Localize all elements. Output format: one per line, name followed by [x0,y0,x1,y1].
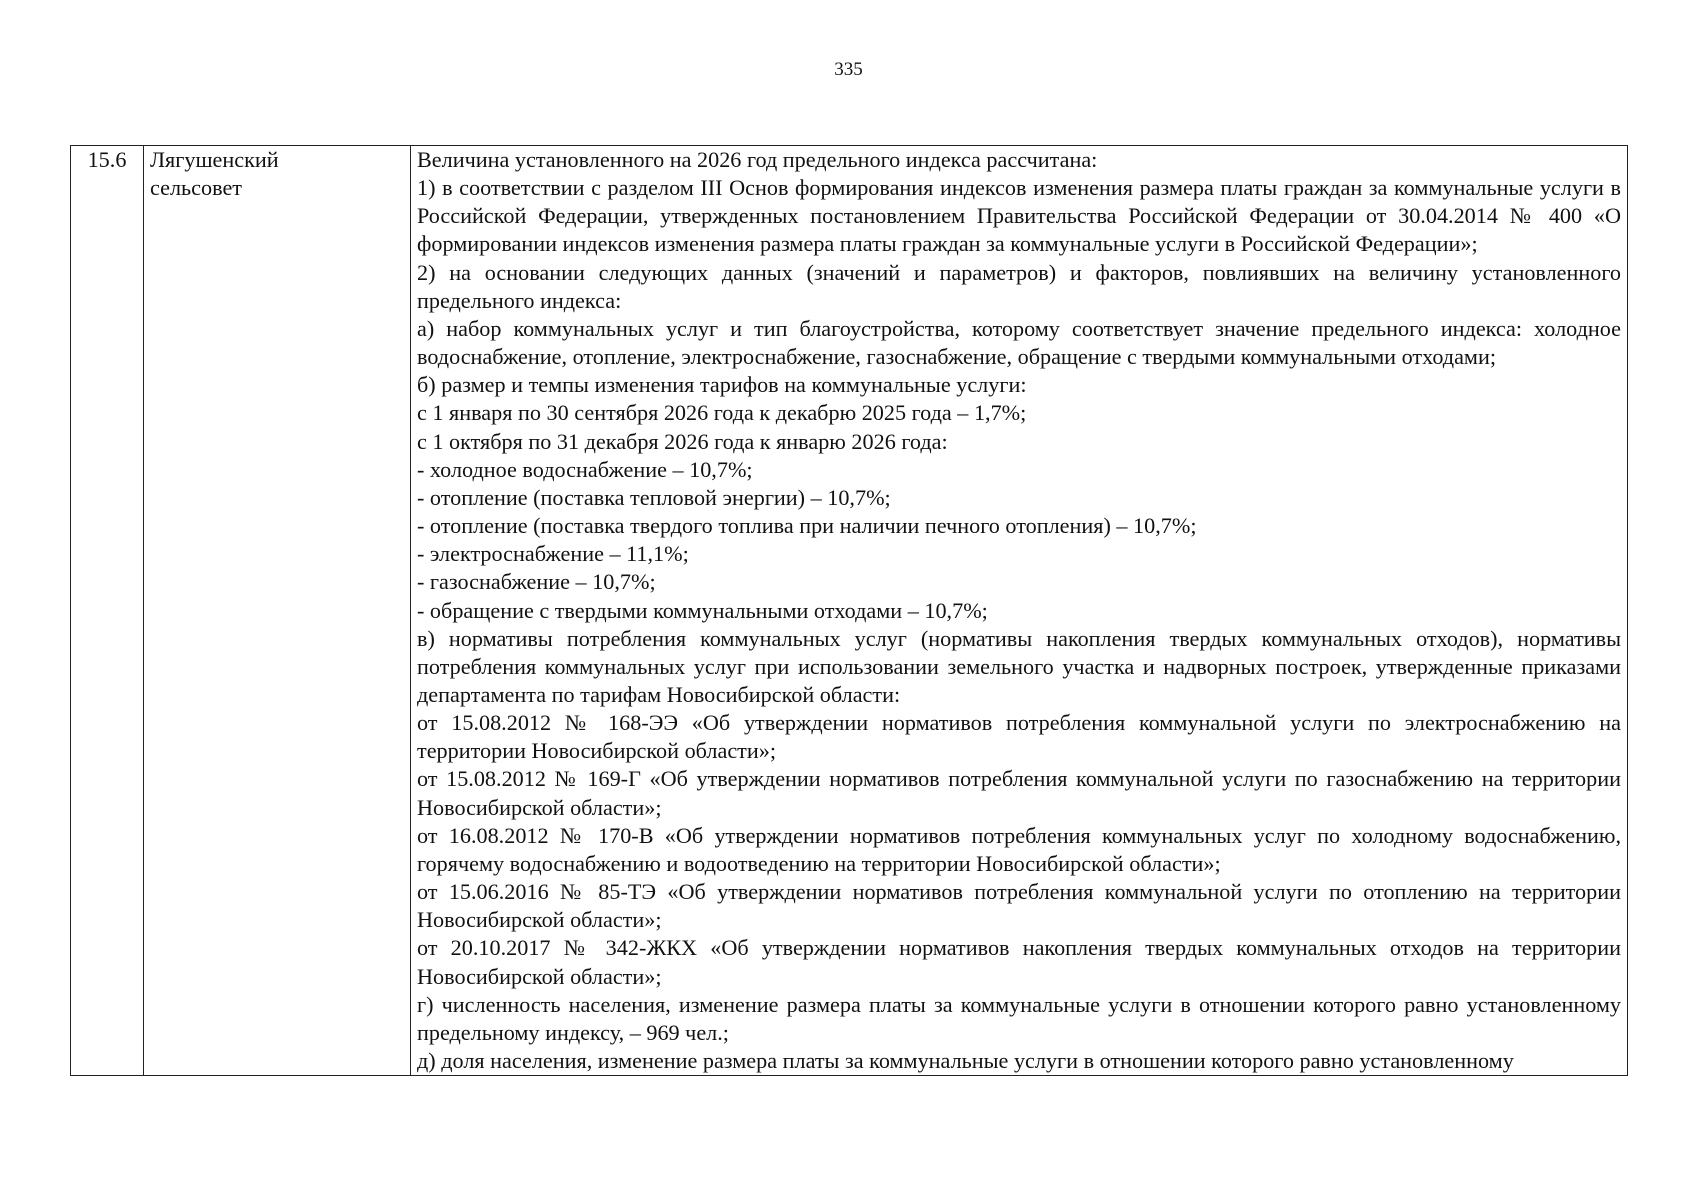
municipality-cell [144,146,411,1076]
order-85-te: от 15.06.2016 № 85-ТЭ «Об утверждении нормативов потребления коммунальной услуги по отоплению на территории Новосибирской области»; [417,879,1621,933]
tariff-solid-waste: - обращение с твердыми коммунальными отходами – 10,7%; [417,597,988,623]
paragraph-item-a: а) набор коммунальных услуг и тип благоустройства, которому соответствует значение предельного индекса: холодное водоснабжение, отопление, электроснабжение, газоснабжение, обращение с твердыми коммунальными отходами; [417,315,1621,370]
paragraph-item-2: 2) на основании следующих данных (значений и параметров) и факторов, повлиявших на величину установленного предельного индекса: [417,259,1621,313]
order-170-v: от 16.08.2012 № 170-В «Об утверждении нормативов потребления коммунальных услуг по холодному водоснабжению, горячему водоснабжению и водоотведению на территории Новосибирской области»; [417,822,1621,876]
paragraph-item-b: б) размер и темпы изменения тарифов на коммунальные услуги: [417,372,1027,398]
tariff-period-1: с 1 января по 30 сентября 2026 года к декабрю 2025 года – 1,7%; [417,400,1027,426]
row-number: 15.6 [87,147,127,172]
municipality-name-line1: Лягушенский [150,147,279,172]
tariff-heating-fuel: - отопление (поставка твердого топлива при наличии печного отопления) – 10,7%; [417,513,1197,539]
order-342-zhkh: от 20.10.2017 № 342-ЖКХ «Об утверждении нормативов накопления твердых коммунальных отходов на территории Новосибирской области»; [417,935,1621,989]
tariff-gas: - газоснабжение – 10,7%; [417,569,656,595]
paragraph-item-g: г) численность населения, изменение размера платы за коммунальные услуги в отношении которого равно установленному предельному индексу, – 969 чел.; [417,991,1621,1045]
tariff-cold-water: - холодное водоснабжение – 10,7%; [417,456,753,482]
tariff-period-2: с 1 октября по 31 декабря 2026 года к январю 2026 года: [417,428,948,454]
municipality-name-line2: сельсовет [150,175,242,201]
page-number: 335 [834,59,863,80]
paragraph-item-d: д) доля населения, изменение размера платы за коммунальные услуги в отношении которого равно установленному [417,1048,1514,1073]
tariff-electricity: - электроснабжение – 11,1%; [417,541,689,567]
tariff-heating-energy: - отопление (поставка тепловой энергии) – 10,7%; [417,484,891,510]
order-169-g: от 15.08.2012 № 169-Г «Об утверждении нормативов потребления коммунальной услуги по газоснабжению на территории Новосибирской области»; [417,766,1621,820]
description-cell [411,146,1628,1076]
paragraph-item-1: 1) в соответствии с разделом III Основ формирования индексов изменения размера платы граждан за коммунальные услуги в Российской Федерации, утвержденных постановлением Правительства Российской Федерации от 30.04.2014 № 400 «О формировании индексов изменения размера платы граждан за коммунальные услуги в Российской Федерации»; [417,175,1621,257]
index-table [70,145,1628,1076]
order-168-ee: от 15.08.2012 № 168-ЭЭ «Об утверждении нормативов потребления коммунальной услуги по электроснабжению на территории Новосибирской области»; [417,710,1621,764]
paragraph-intro: Величина установленного на 2026 год предельного индекса рассчитана: [417,147,1098,172]
paragraph-item-v: в) нормативы потребления коммунальных услуг (нормативы накопления твердых коммунальных отходов), нормативы потребления коммунальных услуг при использовании земельного участка и надворных построек, утвержденные приказами департамента по тарифам Новосибирской области: [417,625,1621,707]
row-number-cell [71,146,144,1076]
table-row [71,146,1628,1076]
